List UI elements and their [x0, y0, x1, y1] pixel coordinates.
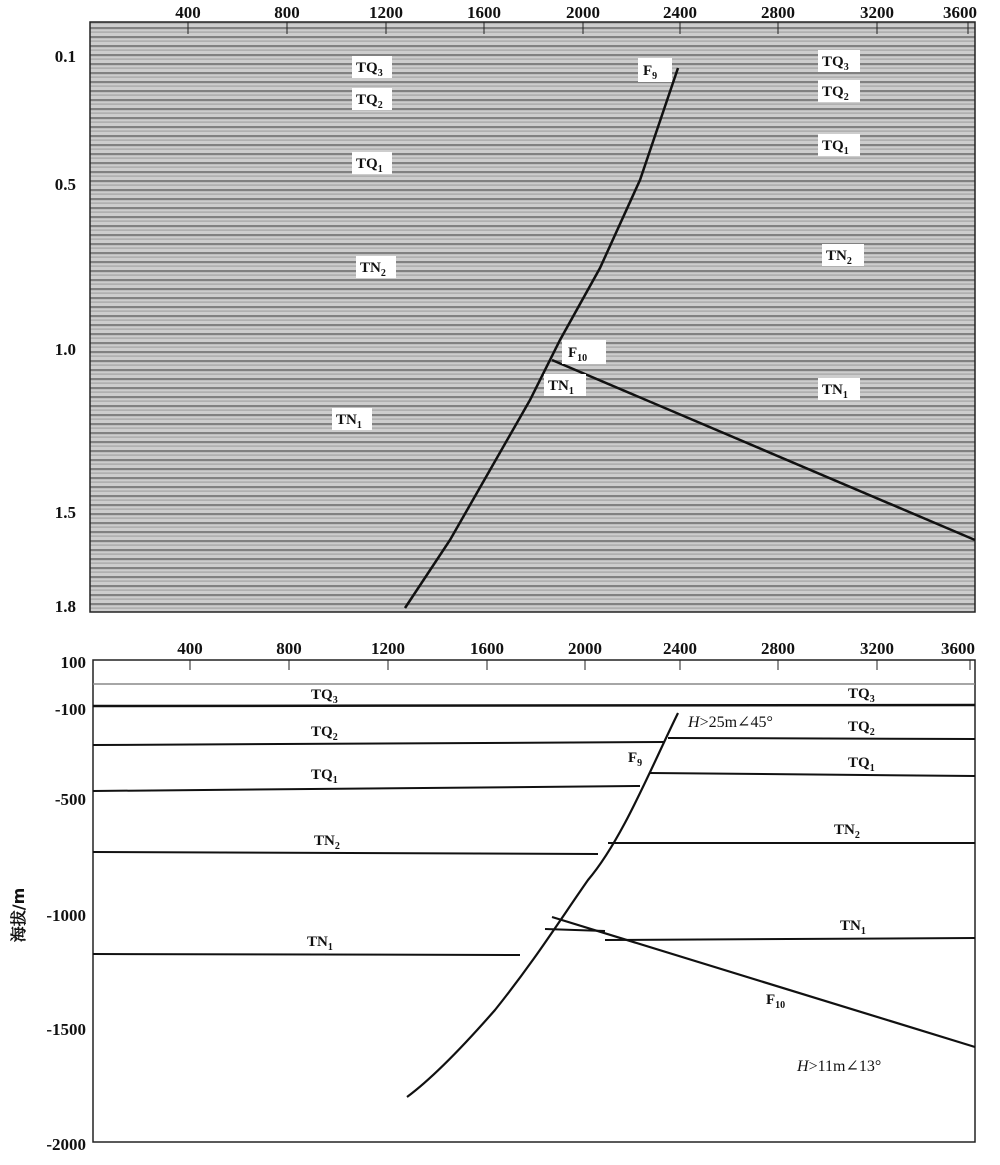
annotation-prefix: H: [797, 1058, 809, 1075]
label-sub: 2: [334, 841, 340, 852]
annotation-text: >25m∠45°: [699, 714, 773, 731]
x-tick-label: 2000: [566, 3, 600, 22]
y-tick-label: 0.1: [54, 47, 76, 66]
horizon-label-tn1: [332, 408, 372, 431]
x-tick-label: 2400: [663, 3, 697, 22]
fault-label-f9: [638, 58, 672, 82]
y-tick-label: -1500: [46, 1020, 86, 1039]
label-sub: 1: [869, 763, 875, 774]
label-sub: 1: [843, 146, 849, 157]
label-sub: 1: [356, 420, 362, 431]
label-sub: 2: [854, 830, 860, 841]
horizon-label-tn2-right: [822, 244, 864, 267]
label-base: TQ: [822, 138, 844, 154]
label-sub: 2: [377, 100, 383, 111]
horizon-label-tq3: [352, 56, 392, 79]
label-base: TN: [826, 248, 847, 264]
x-tick-label: 3600: [943, 3, 977, 22]
label-base: TQ: [311, 687, 333, 703]
horizon-line-tn1-left: [93, 954, 520, 955]
label-base: TQ: [848, 686, 870, 702]
label-sub: 3: [843, 62, 849, 73]
y-tick-label: 1.8: [54, 597, 76, 616]
label-sub: 1: [860, 926, 866, 937]
horizon-label-tq1: [352, 152, 392, 175]
y-tick-label: 1.0: [54, 340, 76, 359]
label-sub: 2: [380, 268, 386, 279]
y-tick-label: 100: [60, 653, 86, 672]
annotation-prefix: H: [688, 714, 700, 731]
label-base: TQ: [356, 60, 378, 76]
label-sub: 3: [377, 68, 383, 79]
horizon-label-tn1-mid: [544, 374, 586, 397]
label-sub: 3: [869, 694, 875, 705]
annotation-f9-throw: [687, 714, 773, 731]
y-tick-label: -100: [54, 700, 86, 719]
x-tick-label: 400: [177, 639, 203, 658]
y-tick-label: 1.5: [54, 503, 76, 522]
x-tick-label: 1200: [369, 3, 403, 22]
label-sub: 9: [637, 758, 643, 769]
y-tick-label: -1000: [46, 906, 86, 925]
label-base: TQ: [311, 724, 333, 740]
label-base: F: [628, 750, 638, 766]
x-tick-label: 2400: [663, 639, 697, 658]
label-sub: 1: [332, 775, 338, 786]
y-tick-label: 0.5: [54, 175, 76, 194]
label-base: TQ: [848, 755, 870, 771]
label-base: TQ: [822, 84, 844, 100]
label-base: TQ: [848, 719, 870, 735]
x-tick-label: 1600: [467, 3, 501, 22]
label-sub: 1: [842, 390, 848, 401]
horizon-line-tq3: [93, 705, 975, 706]
annotation-text: >11m∠13°: [808, 1058, 882, 1075]
label-base: F: [568, 345, 578, 361]
label-sub: 1: [568, 386, 574, 397]
label-base: TN: [307, 934, 328, 950]
label-sub: 2: [843, 92, 849, 103]
seismic-panel: [55, 3, 977, 616]
label-base: TQ: [822, 54, 844, 70]
seismic-y-axis: [55, 47, 76, 616]
seismic-texture: [90, 22, 975, 612]
label-base: TN: [840, 918, 861, 934]
x-tick-label: 2800: [761, 639, 795, 658]
x-tick-label: 2800: [761, 3, 795, 22]
label-base: TN: [336, 412, 357, 428]
annotation-f10-throw: [796, 1058, 881, 1075]
label-base: TN: [360, 260, 381, 276]
label-base: TN: [834, 822, 855, 838]
x-tick-label: 1200: [371, 639, 405, 658]
label-base: F: [643, 63, 653, 79]
y-tick-label: -2000: [46, 1135, 86, 1154]
x-tick-label: 2000: [568, 639, 602, 658]
label-sub: 2: [846, 256, 852, 267]
label-sub: 1: [377, 164, 383, 175]
label-base: TQ: [356, 92, 378, 108]
label-base: TQ: [356, 156, 378, 172]
x-tick-label: 800: [274, 3, 300, 22]
label-sub: 1: [327, 942, 333, 953]
label-base: TN: [548, 378, 569, 394]
geologic-panel: [9, 639, 975, 1154]
label-base: TQ: [311, 767, 333, 783]
horizon-label-tq2-right: [818, 80, 860, 103]
horizon-label-tq3-right: [818, 50, 860, 73]
label-base: TN: [314, 833, 335, 849]
x-tick-label: 1600: [470, 639, 504, 658]
fault-label-f10: [562, 340, 606, 364]
x-tick-label: 3200: [860, 3, 894, 22]
label-sub: 3: [332, 695, 338, 706]
label-sub: 9: [652, 71, 658, 82]
y-axis-title: 海拔/m: [9, 887, 28, 943]
label-sub: 2: [332, 732, 338, 743]
label-base: TN: [822, 382, 843, 398]
horizon-label-tq1-right: [818, 134, 860, 157]
label-sub: 2: [869, 727, 875, 738]
horizon-label-tn1-right: [818, 378, 860, 401]
x-tick-label: 3200: [860, 639, 894, 658]
horizon-label-tq2: [352, 88, 392, 111]
x-tick-label: 3600: [941, 639, 975, 658]
x-tick-label: 400: [175, 3, 201, 22]
y-tick-label: -500: [54, 790, 86, 809]
x-tick-label: 800: [276, 639, 302, 658]
label-base: F: [766, 992, 776, 1008]
label-sub: 10: [577, 353, 588, 364]
horizon-line-tq2-right: [668, 738, 975, 739]
geologic-y-axis: [9, 653, 86, 1154]
label-sub: 10: [775, 1000, 786, 1011]
horizon-label-tn2: [356, 256, 396, 279]
